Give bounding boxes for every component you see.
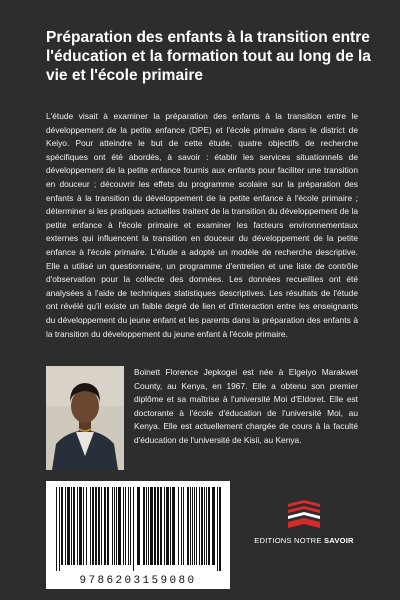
barcode-bar: [128, 487, 129, 565]
publisher-name: [252, 536, 356, 545]
author-portrait-image: [46, 366, 124, 470]
barcode-bar: [181, 487, 182, 565]
barcode-bar: [95, 487, 97, 565]
book-title: Préparation des enfants à la transition entre l'éducation et la formation tout au long de la vie et l'école primaire: [46, 29, 371, 84]
barcode-bar: [116, 487, 117, 565]
barcode-bar: [143, 487, 145, 565]
barcode-bar: [148, 487, 149, 565]
barcode-bar: [190, 487, 191, 565]
barcode-bar: [172, 487, 175, 565]
barcode-bar: [133, 487, 134, 571]
barcode-bar: [166, 487, 169, 565]
barcode-bar: [59, 487, 60, 571]
barcode-bar: [56, 487, 57, 571]
barcode-bar: [196, 487, 197, 565]
barcode-bar: [206, 487, 207, 565]
barcode-bar: [90, 487, 91, 565]
barcode-bar: [157, 487, 159, 565]
publisher-logo-icon: [285, 498, 323, 532]
barcode-bar: [67, 487, 70, 565]
barcode-bar: [98, 487, 100, 565]
barcode-bars: [46, 481, 230, 573]
barcode-bar: [164, 487, 165, 565]
barcode-bar: [101, 487, 102, 565]
publisher-name-bold: SAVOIR: [323, 536, 354, 545]
barcode-bar: [79, 487, 82, 565]
barcode-bar: [154, 487, 156, 565]
barcode-bar: [204, 487, 205, 565]
barcode-bar: [187, 487, 189, 565]
author-photo: [46, 366, 124, 470]
barcode-bar: [125, 487, 126, 565]
barcode-bar: [146, 487, 147, 565]
barcode-bar: [212, 487, 215, 565]
barcode-bar: [150, 487, 153, 565]
barcode-bar: [123, 487, 124, 565]
barcode-bar: [71, 487, 72, 565]
barcode-bar: [160, 487, 162, 565]
barcode-bar: [73, 487, 75, 565]
barcode-bar: [170, 487, 171, 565]
isbn-barcode: [46, 481, 230, 589]
barcode-bar: [178, 487, 179, 565]
publisher-name-regular: EDITIONS NOTRE: [254, 536, 324, 545]
publisher-block: [252, 498, 356, 545]
barcode-bar: [92, 487, 94, 565]
barcode-bar: [199, 487, 200, 565]
author-bio: Boinett Florence Jepkogei est née à Elgeiyo Marakwet County, au Kenya, en 1967. Elle a obtenu son premier diplôme et sa maîtrise à l'université Moi d'Eldoret. Elle est doctorante à l'école d'éducation de l'université Moi, au Kenya. Elle est actuellement chargée de cours à la faculté d'éducation de l'université de Kisii, au Kenya.: [134, 367, 358, 445]
barcode-bar: [183, 487, 184, 565]
barcode-bar: [118, 487, 121, 565]
barcode-bar: [61, 487, 63, 565]
barcode-bar: [83, 487, 84, 565]
barcode-bar: [219, 487, 221, 571]
barcode-bar: [217, 487, 218, 571]
barcode-bar: [86, 487, 87, 565]
barcode-bar: [208, 487, 210, 565]
book-abstract: L'étude visait à examiner la préparation des enfants à la transition entre le développement de la petite enfance (DPE) et l'école primaire dans le district de Keiyo. Pour atteindre le but de cette étude, quatre objectifs de recherche spécifiques ont été abordés, à savoir : établir les services situationnels de développement de la petite enfance fournis aux enfants pour faciliter une transition en douceur ; découvrir les effets du programme scolaire sur la préparation des enfants à la transition du développement de la petite enfance à l'école primaire ; déterminer si les pratiques actuelles traitent de la transition du développement de la petite enfance à l'école primaire et examiner les facteurs environnementaux externes qui influencent la transition en douceur du développement de la petite enfance à l'école primaire. L'étude a adopté un modèle de recherche descriptive. Elle a utilisé un questionnaire, un programme d'entretien et une liste de contrôle d'observation pour la collecte des données. Les données recueillies ont été analysées à l'aide de techniques statistiques descriptives. Les résultats de l'étude ont révélé qu'il existe un faible degré de lien et d'interaction entre les enseignants du développement du jeune enfant et les parents dans la préparation des enfants à la transition du développement du jeune enfant à l'école primaire.: [46, 111, 358, 339]
barcode-bar: [114, 487, 115, 565]
isbn-number: 9786203159080: [79, 575, 197, 587]
barcode-bar: [194, 487, 195, 565]
barcode-bar: [107, 487, 109, 565]
barcode-bar: [130, 487, 131, 565]
barcode-bar: [137, 487, 140, 565]
barcode-bar: [104, 487, 106, 565]
barcode-bar: [77, 487, 78, 565]
barcode-bar: [192, 487, 193, 565]
barcode-bar: [65, 487, 66, 565]
barcode-bar: [201, 487, 203, 565]
barcode-bar: [112, 487, 113, 565]
